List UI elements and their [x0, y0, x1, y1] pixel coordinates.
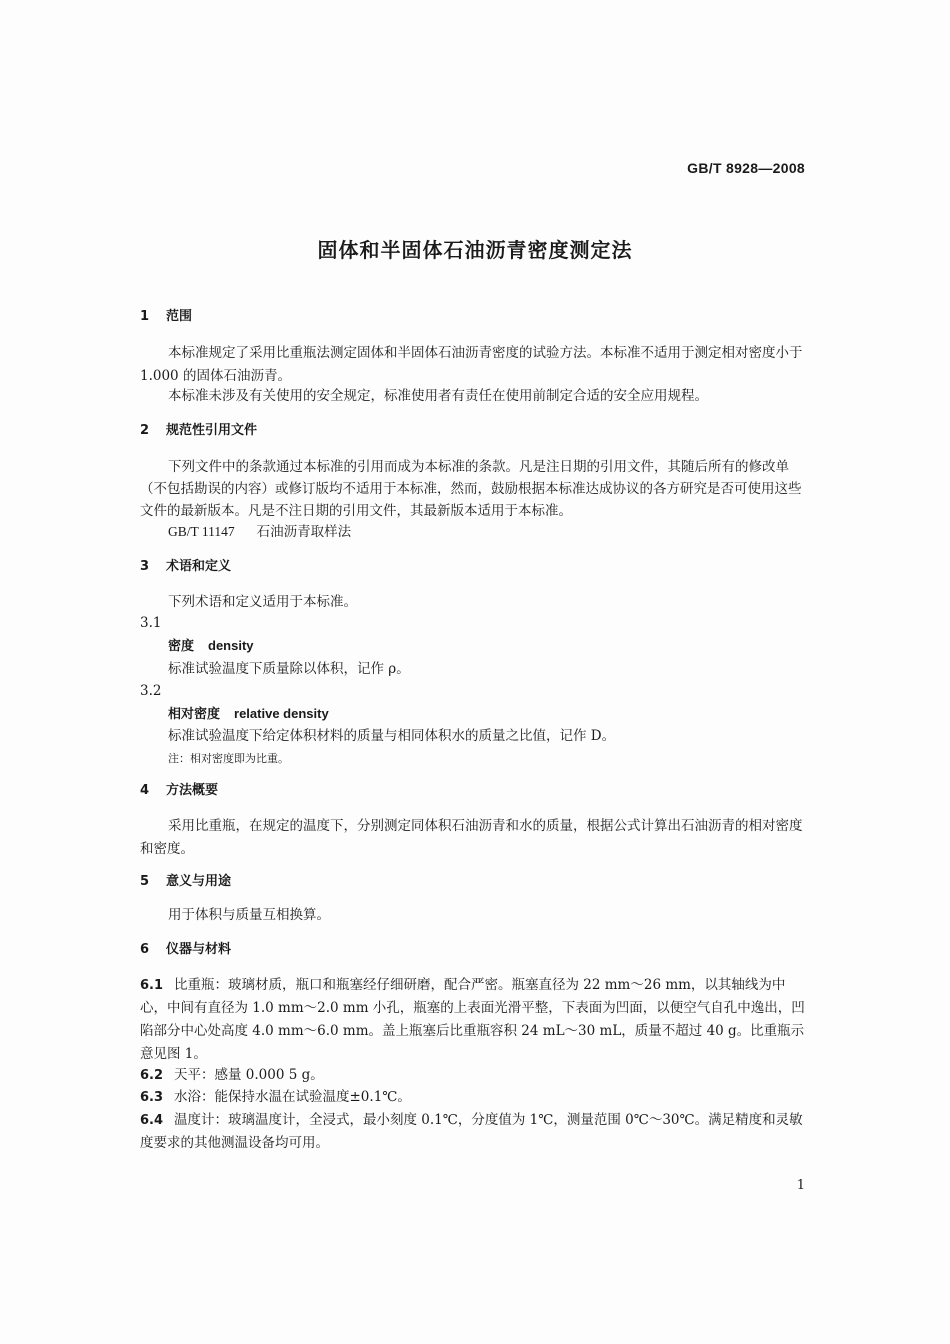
section-number: 5	[140, 874, 150, 889]
clause-number: 6.3	[140, 1090, 164, 1105]
term-cn: 相对密度	[168, 707, 221, 722]
term-3-2-note: 注：相对密度即为比重。	[168, 752, 289, 765]
clause-6-4	[140, 1109, 812, 1155]
section-5-paragraph-1: 用于体积与质量互相换算。	[168, 907, 330, 923]
clause-6-2	[140, 1065, 812, 1086]
section-6-heading	[140, 940, 812, 960]
clause-6-3	[140, 1087, 812, 1108]
section-title: 仪器与材料	[166, 942, 232, 957]
section-title: 意义与用途	[166, 874, 232, 889]
term-3-2-label	[140, 704, 840, 725]
section-5-heading	[140, 872, 812, 892]
section-1-paragraph-1: 本标准规定了采用比重瓶法测定固体和半固体石油沥青密度的试验方法。本标准不适用于测定相对密度小于 1.000 的固体石油沥青。	[140, 345, 803, 384]
term-en: density	[208, 638, 254, 653]
term-en: relative density	[234, 706, 329, 721]
standard-code: GB/T 8928—2008	[687, 160, 805, 176]
section-title: 方法概要	[166, 783, 219, 798]
reference-code: GB/T 11147	[168, 524, 235, 539]
clause-number: 6.4	[140, 1113, 164, 1128]
section-number: 1	[140, 309, 150, 324]
section-number: 3	[140, 559, 150, 574]
section-4-heading	[140, 781, 812, 801]
term-3-1-definition: 标准试验温度下质量除以体积，记作 ρ。	[168, 661, 410, 677]
normative-reference	[140, 522, 840, 542]
section-3-intro: 下列术语和定义适用于本标准。	[168, 594, 357, 610]
section-title: 规范性引用文件	[166, 423, 258, 438]
section-1-heading	[140, 307, 812, 327]
clause-number: 6.1	[140, 978, 164, 993]
term-3-1-number: 3.1	[140, 615, 162, 631]
page-number: 1	[796, 1178, 805, 1193]
page-title: 固体和半固体石油沥青密度测定法	[317, 238, 633, 262]
term-3-2-definition: 标准试验温度下给定体积材料的质量与相同体积水的质量之比值，记作 D。	[168, 728, 616, 744]
term-cn: 密度	[168, 639, 195, 654]
section-number: 4	[140, 783, 150, 798]
clause-text: 比重瓶：玻璃材质，瓶口和瓶塞经仔细研磨，配合严密。瓶塞直径为 22 mm～26 mm，以其轴线为中心，中间有直径为 1.0 mm～2.0 mm 小孔，瓶塞的上表面光滑平整，下表面为凹面，以便空气自孔中逸出，凹陷部分中心处高度 4.0 mm～6.0 mm。盖上瓶塞后比重瓶容积 24 mL～30 mL，质量不超过 40 g。比重瓶示意见图 1。	[140, 977, 805, 1062]
section-2-heading	[140, 421, 812, 441]
term-3-2-number: 3.2	[140, 683, 162, 699]
section-title: 术语和定义	[166, 559, 232, 574]
reference-title: 石油沥青取样法	[256, 524, 352, 540]
section-number: 6	[140, 942, 150, 957]
clause-text: 温度计：玻璃温度计，全浸式，最小刻度 0.1℃，分度值为 1℃，测量范围 0℃～30℃。满足精度和灵敏度要求的其他测温设备均可用。	[140, 1112, 803, 1151]
section-3-heading	[140, 557, 812, 577]
clause-6-1	[140, 974, 812, 1066]
section-2-paragraph-1: 下列文件中的条款通过本标准的引用而成为本标准的条款。凡是注日期的引用文件，其随后所有的修改单（不包括勘误的内容）或修订版均不适用于本标准，然而，鼓励根据本标准达成协议的各方研究是否可使用这些文件的最新版本。凡是不注日期的引用文件，其最新版本适用于本标准。	[140, 459, 802, 519]
section-4-paragraph-1: 采用比重瓶，在规定的温度下，分别测定同体积石油沥青和水的质量，根据公式计算出石油沥青的相对密度和密度。	[140, 818, 803, 857]
clause-text: 水浴：能保持水温在试验温度±0.1℃。	[174, 1089, 411, 1105]
term-3-1-label	[140, 636, 840, 657]
section-1-paragraph-2: 本标准未涉及有关使用的安全规定，标准使用者有责任在使用前制定合适的安全应用规程。	[168, 388, 708, 404]
section-number: 2	[140, 423, 150, 438]
clause-number: 6.2	[140, 1068, 164, 1083]
clause-text: 天平：感量 0.000 5 g。	[174, 1067, 324, 1083]
section-title: 范围	[166, 309, 193, 324]
